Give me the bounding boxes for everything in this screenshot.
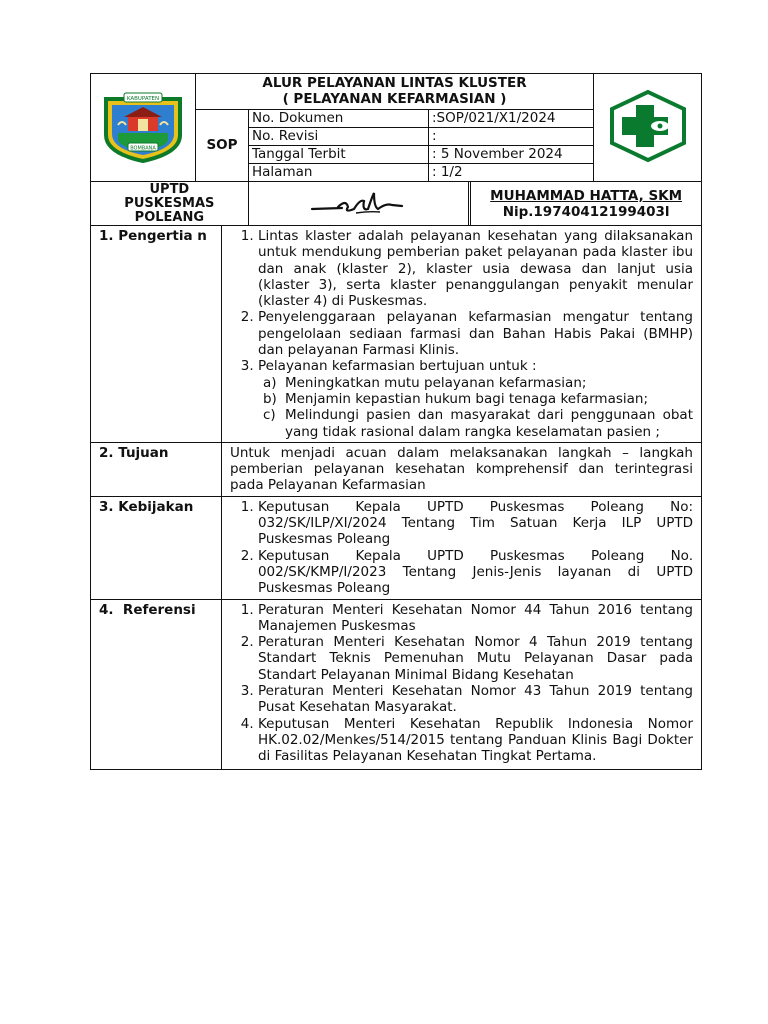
section-label-kebijakan: 3. Kebijakan <box>91 496 222 599</box>
section-body-referensi <box>221 599 701 769</box>
unit-name-cell <box>91 182 249 226</box>
list-item: 3. Peraturan Menteri Kesehatan Nomor 43 Tahun 2019 tentang Pusat Kesehatan Masyarakat. <box>258 683 693 716</box>
meta-label-document-number: No. Dokumen <box>249 110 429 128</box>
list-item: 2. Peraturan Menteri Kesehatan Nomor 4 Tahun 2019 tentang Standart Teknis Pemenuhan Mutu Pelayanan Dasar pada Standart Pelayanan Minimal Bidang Kesehatan <box>258 634 693 683</box>
meta-value-document-number: :SOP/021/X1/2024 <box>429 110 594 128</box>
sop-label: SOP <box>196 110 249 182</box>
section-body-pengertian <box>221 226 701 443</box>
meta-label-revision: No. Revisi <box>249 128 429 146</box>
meta-value-revision: : <box>429 128 594 146</box>
list-item: 3. Pelayanan kefarmasian bertujuan untuk : a) Meningkatkan mutu pelayanan kefarmasian; b) Menjamin kepastian hukum bagi tenaga kefarmasian; c) Melindungi pasien dan masyarakat dari penggunaan obat yang tidak rasional dalam rangka keselamatan pasien ; <box>258 358 693 439</box>
section-label-tujuan: 2. Tujuan <box>91 442 222 496</box>
section-kebijakan <box>91 496 702 599</box>
puskesmas-logo-icon <box>606 89 690 163</box>
document-subtitle: ( PELAYANAN KEFARMASIAN ) <box>282 91 507 107</box>
sub-list-item: a) Meningkatkan mutu pelayanan kefarmasian; <box>262 374 587 391</box>
list-item: 1. Keputusan Kepala UPTD Puskesmas Poleang No: 032/SK/ILP/XI/2024 Tentang Tim Satuan Kerja ILP UPTD Puskesmas Poleang <box>258 499 693 548</box>
crest-top-text: KABUPATEN <box>126 95 160 102</box>
right-logo-cell <box>594 74 702 182</box>
signer-name: MUHAMMAD HATTA, SKM <box>490 187 683 204</box>
crest-bottom-text: BOMBANA <box>130 145 156 151</box>
section-label-referensi: 4. Referensi <box>91 599 222 769</box>
document-title: ALUR PELAYANAN LINTAS KLUSTER <box>262 75 527 91</box>
sop-header-table <box>90 73 702 182</box>
list-item: 2. Penyelenggaraan pelayanan kefarmasian mengatur tentang pengelolaan sediaan farmasi dan Bahan Habis Pakai (BMHP) dan pelayanan Farmasi Klinis. <box>258 309 693 358</box>
left-logo-cell <box>91 74 196 182</box>
section-pengertian <box>91 226 702 443</box>
document-title-cell <box>196 74 594 110</box>
sub-list-item: c) Melindungi pasien dan masyarakat dari penggunaan obat yang tidak rasional dalam rangka keselamatan pasien ; <box>262 407 693 440</box>
sop-body-table <box>90 225 702 770</box>
unit-line-2: PUSKESMAS <box>124 195 215 211</box>
unit-line-1: UPTD <box>149 181 190 197</box>
sop-document <box>90 73 702 770</box>
regency-crest-icon <box>98 89 188 163</box>
signer-nip: Nip.19740412199403l <box>502 203 670 220</box>
list-item: 1. Lintas klaster adalah pelayanan kesehatan yang dilaksanakan untuk mendukung pemberian paket pelayanan pada klaster ibu dan anak (klaster 2), klaster usia dewasa dan lanjut usia (klaster 3), serta klaster penanggulangan penyakit menular (klaster 4) di Puskesmas. <box>258 228 693 309</box>
meta-value-page: : 1/2 <box>429 164 594 182</box>
list-item: 1. Peraturan Menteri Kesehatan Nomor 44 Tahun 2016 tentang Manajemen Puskesmas <box>258 602 693 635</box>
section-tujuan <box>91 442 702 496</box>
signature-cell <box>248 182 470 226</box>
sub-list-item: b) Menjamin kepastian hukum bagi tenaga kefarmasian; <box>262 390 649 407</box>
list-item: 4. Keputusan Menteri Kesehatan Republik Indonesia Nomor HK.02.02/Menkes/514/2015 tentang Panduan Klinis Bagi Dokter di Fasilitas Pelayanan Kesehatan Tingkat Pertama. <box>258 716 693 765</box>
handwritten-signature <box>308 187 408 221</box>
section-label-pengertian: 1. Pengertia n <box>91 226 222 443</box>
section-body-kebijakan <box>221 496 701 599</box>
unit-line-3: POLEANG <box>134 209 205 225</box>
meta-value-issue-date: : 5 November 2024 <box>429 146 594 164</box>
list-item: 2. Keputusan Kepala UPTD Puskesmas Poleang No. 002/SK/KMP/I/2023 Tentang Jenis-Jenis layanan di UPTD Puskesmas Poleang <box>258 548 693 597</box>
section-body-tujuan: Untuk menjadi acuan dalam melaksanakan langkah – langkah pemberian pelayanan kesehatan komprehensif dan terintegrasi pada Pelayanan Kefarmasian <box>221 442 701 496</box>
signature-table <box>90 181 702 226</box>
signer-cell <box>470 182 702 226</box>
meta-label-issue-date: Tanggal Terbit <box>249 146 429 164</box>
section-referensi <box>91 599 702 769</box>
meta-label-page: Halaman <box>249 164 429 182</box>
